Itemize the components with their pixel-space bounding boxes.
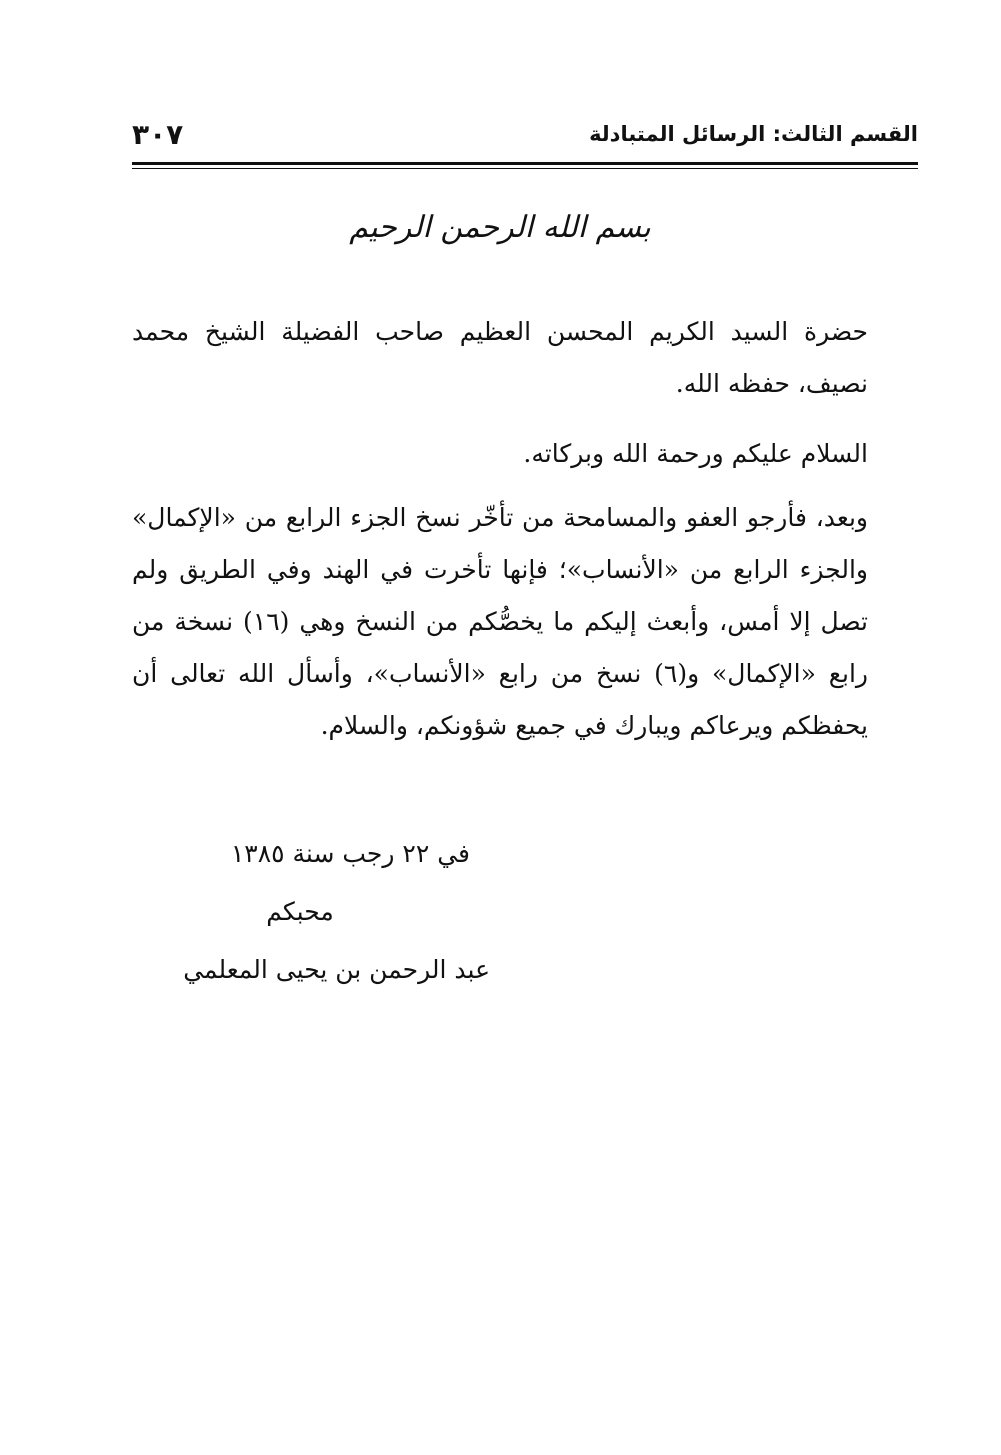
letter-body: وبعد، فأرجو العفو والمسامحة من تأخّر نسخ الجزء الرابع من «الإكمال» والجزء الرابع من «الأنساب»؛ فإنها تأخرت في الهند وفي الطريق ولم تصل إلا أمس، وأبعث إليكم ما يخصُّكم من النسخ وهي (١٦) نسخة من رابع «الإكمال» و(٦) نسخ من رابع «الأنساب»، وأسأل الله تعالى أن يحفظكم ويرعاكم ويبارك في جميع شؤونكم، والسلام. [132,503,869,740]
letter-addressee: حضرة السيد الكريم المحسن العظيم صاحب الفضيلة الشيخ محمد نصيف، حفظه الله. [132,317,868,398]
basmala-calligraphy: بسم الله الرحمن الرحيم [349,210,651,245]
header-rule-thin [132,168,918,169]
letter-valediction: محبكم [266,897,334,926]
page-number: ٣٠٧ [132,118,184,151]
letter-greeting: السلام عليكم ورحمة الله وبركاته. [523,439,868,468]
letter-signature: عبد الرحمن بن يحيى المعلمي [183,955,490,984]
header-rule-thick [132,162,918,165]
section-title: القسم الثالث: الرسائل المتبادلة [589,122,918,146]
running-header [132,118,918,158]
letter-date: في ٢٢ رجب سنة ١٣٨٥ [230,839,470,868]
